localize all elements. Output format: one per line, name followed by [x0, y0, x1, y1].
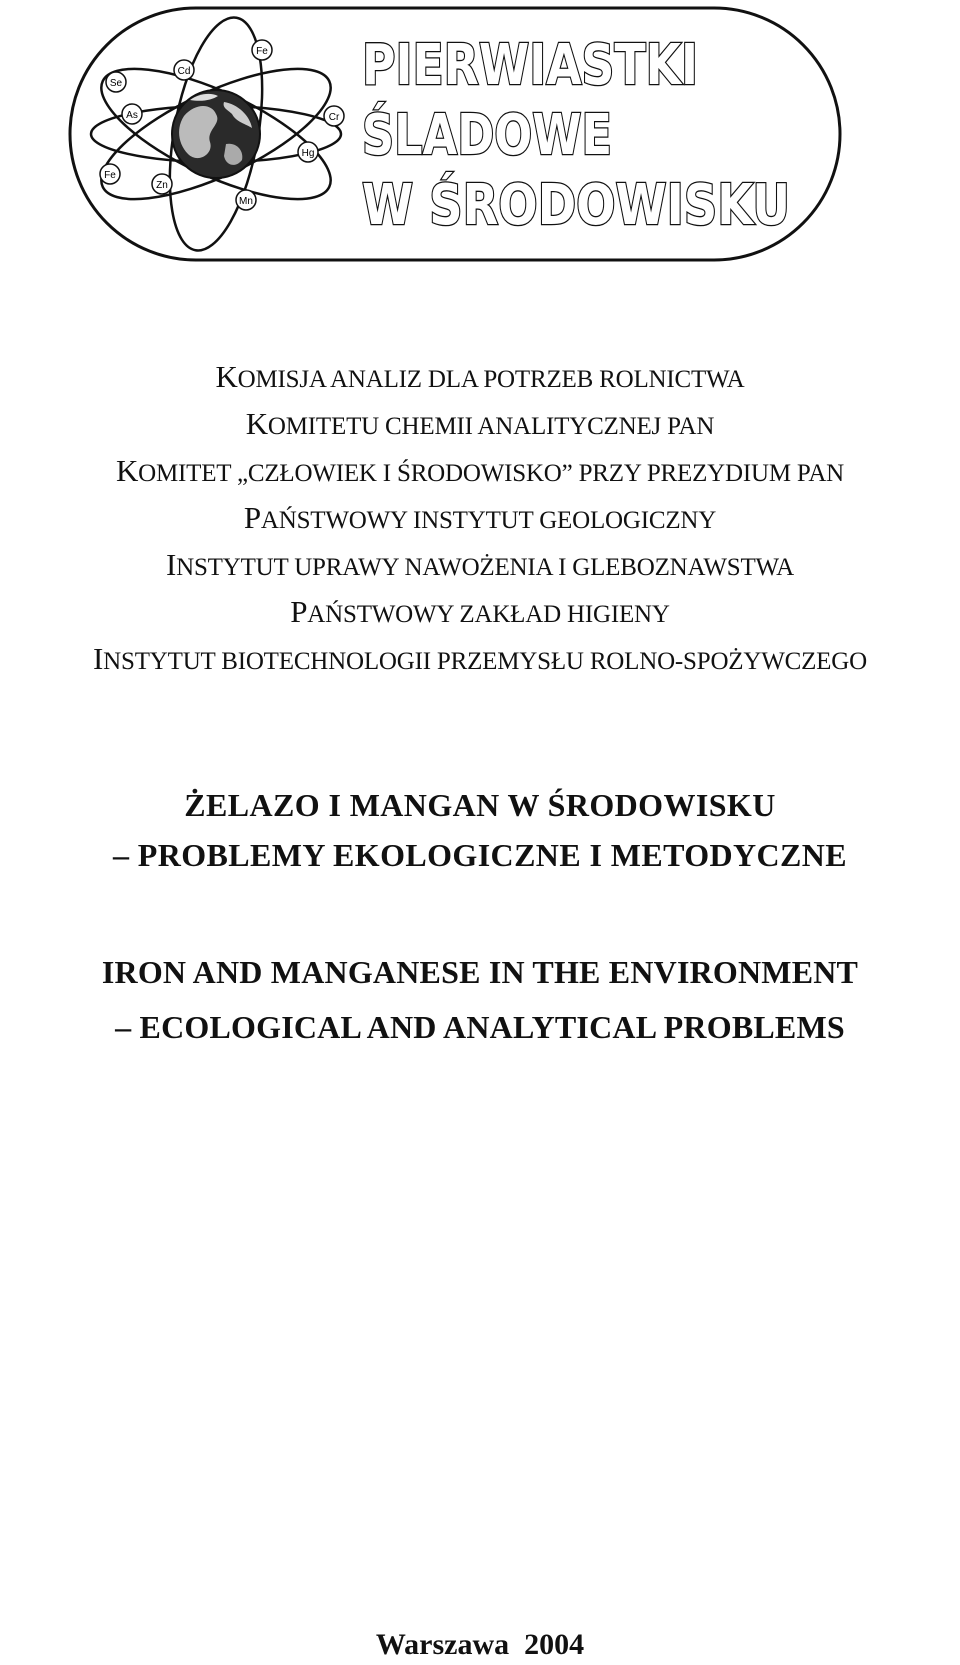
- electron-mn: [236, 190, 256, 210]
- svg-text:Hg: Hg: [301, 148, 315, 159]
- electron-as: [122, 104, 142, 124]
- institution-line: KOMITET „CZŁOWIEK I ŚRODOWISKO” PRZY PREZYDIUM PAN: [115, 453, 845, 488]
- logo-wordmark: [362, 33, 790, 238]
- electron-hg: [298, 142, 318, 162]
- institution-line: KOMISJA ANALIZ DLA POTRZEB ROLNICTWA: [215, 359, 745, 394]
- institution-line: KOMITETU CHEMII ANALITYCZNEJ PAN: [245, 406, 715, 441]
- svg-text:Fe: Fe: [256, 46, 268, 57]
- institution-line: INSTYTUT BIOTECHNOLOGII PRZEMYSŁU ROLNO-SPOŻYWCZEGO: [93, 641, 867, 676]
- title-polish: [0, 780, 960, 880]
- electron-zn: [152, 174, 172, 194]
- electron-cr: [324, 106, 344, 126]
- title-polish-line-1: ŻELAZO I MANGAN W ŚRODOWISKU: [184, 787, 776, 823]
- logo: [66, 4, 844, 264]
- svg-text:Se: Se: [109, 78, 123, 89]
- institutions-list: [0, 355, 960, 684]
- place-and-year: Warszawa 2004: [375, 1628, 585, 1661]
- electron-fe-top: [252, 40, 272, 60]
- institution-line: PAŃSTWOWY INSTYTUT GEOLOGICZNY: [243, 500, 717, 535]
- electron-se: [106, 72, 126, 92]
- logo-line-1: PIERWIASTKI: [362, 33, 698, 98]
- title-english-line-2: – ECOLOGICAL AND ANALYTICAL PROBLEMS: [115, 1009, 845, 1045]
- logo-line-3: W ŚRODOWISKU: [362, 173, 790, 238]
- svg-text:Mn: Mn: [239, 196, 253, 207]
- electron-cd: [174, 60, 194, 80]
- title-english: [0, 945, 960, 1055]
- globe-icon: [172, 90, 260, 178]
- svg-text:As: As: [126, 110, 138, 121]
- svg-text:Zn: Zn: [156, 180, 168, 191]
- institution-line: INSTYTUT UPRAWY NAWOŻENIA I GLEBOZNAWSTWA: [166, 547, 794, 582]
- svg-text:Cd: Cd: [177, 66, 191, 77]
- svg-text:Fe: Fe: [104, 170, 116, 181]
- svg-text:Cr: Cr: [328, 112, 340, 123]
- institution-line: PAŃSTWOWY ZAKŁAD HIGIENY: [290, 594, 670, 629]
- logo-line-2: ŚLADOWE: [362, 103, 612, 168]
- electron-fe-bottom: [100, 164, 120, 184]
- title-english-line-1: IRON AND MANGANESE IN THE ENVIRONMENT: [101, 954, 859, 990]
- title-polish-line-2: – PROBLEMY EKOLOGICZNE I METODYCZNE: [112, 837, 848, 873]
